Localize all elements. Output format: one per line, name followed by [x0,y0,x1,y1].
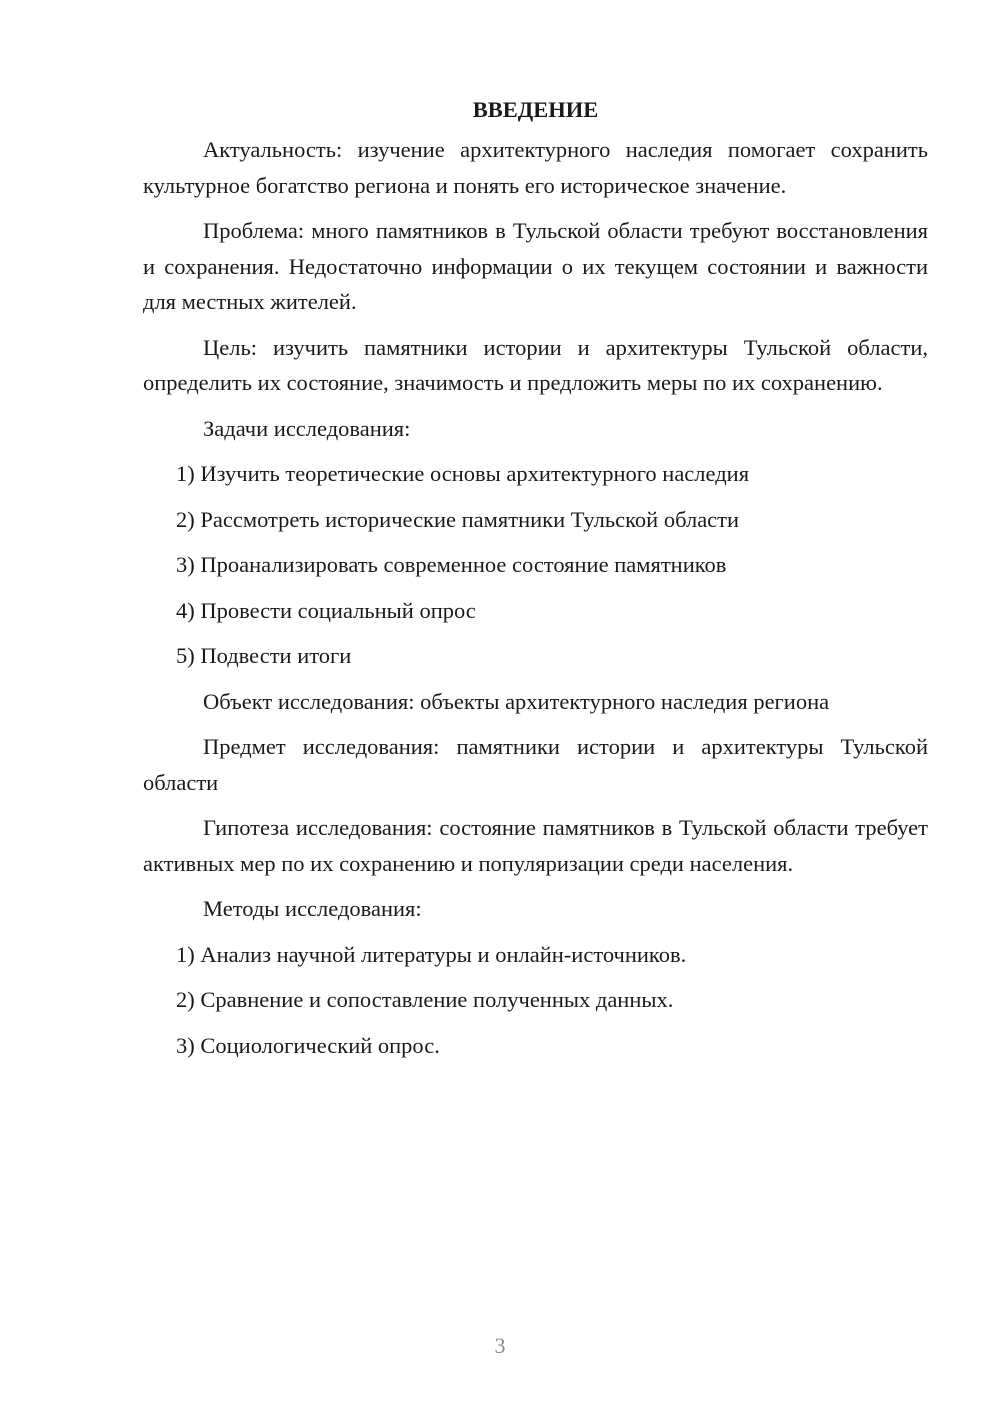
list-item: 3) Социологический опрос. [176,1032,440,1058]
methods-title: Методы исследования: [203,896,422,921]
goal-paragraph: Цель: изучить памятники истории и архитектуры Тульской области, определить их состояние, значимость и предложить меры по их сохранению. [143,334,928,395]
document-body [143,92,928,1073]
problem-paragraph: Проблема: много памятников в Тульской области требуют восстановления и сохранения. Недостаточно информации о их текущем состоянии и важности для местных жителей. [143,218,928,314]
section-heading: ВВЕДЕНИЕ [472,97,599,122]
tasks-title: Задачи исследования: [203,415,411,441]
list-item: 2) Рассмотреть исторические памятники Тульской области [176,506,740,532]
list-item: 1) Анализ научной литературы и онлайн-источников. [176,941,687,967]
tasks-list [143,456,928,674]
hypothesis-paragraph: Гипотеза исследования: состояние памятников в Тульской области требует активных мер по их сохранению и популяризации среди населения. [143,815,928,876]
page-number: 3 [494,1333,506,1358]
list-item: 1) Изучить теоретические основы архитектурного наследия [176,461,750,486]
object-paragraph: Объект исследования: объекты архитектурного наследия региона [203,688,830,714]
list-item: 4) Провести социальный опрос [176,597,476,623]
methods-list [143,937,928,1064]
relevance-paragraph: Актуальность: изучение архитектурного наследия помогает сохранить культурное богатство региона и понять его историческое значение. [143,137,928,198]
list-item: 3) Проанализировать современное состояние памятников [176,552,727,577]
list-item: 5) Подвести итоги [176,643,352,668]
subject-paragraph: Предмет исследования: памятники истории и архитектуры Тульской области [143,734,928,795]
list-item: 2) Сравнение и сопоставление полученных данных. [176,987,674,1012]
